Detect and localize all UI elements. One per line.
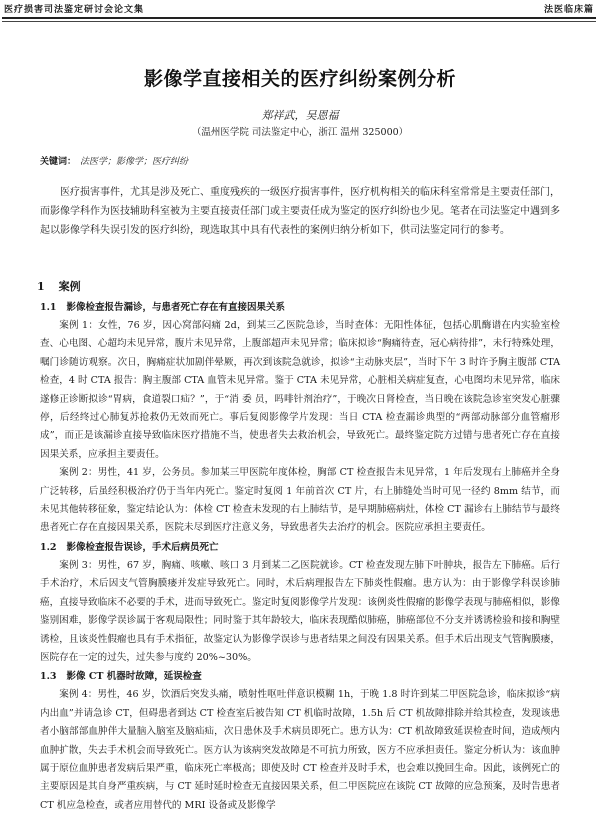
subsection-heading-1-3 [40, 667, 560, 686]
article-affiliation: （温州医学院 司法鉴定中心，浙江 温州 325000） [191, 127, 409, 138]
section-number: 1 [37, 280, 45, 293]
case-paragraph-3: 案例 3：男性，67 岁，胸痛、咳嗽、咳口 3 月到某二乙医院就诊。CT 检查发现左肺下叶肿块，报告左下肺癌。后行手术治疗，术后因支气管胸膜瘘并发症导致死亡。同时，术后病理报告左下肺炎性假瘤。患方认为：由于影像学科误诊肺癌，直接导致临床不必要的手术，进而导致死亡。鉴定时复阅影像学片发现：该例炎性假瘤的影像学表现与肺癌相似，影像鉴别困难，影像学误诊属于客观局限性；同时鉴于其年龄较大，临床表现酷似肺癌，肺癌部位不分支并诱诱检验和接和胸壁诱检，且该炎性假瘤也具有手术指征，故鉴定认为影像学误诊与患者结果之间没有因果关系。但手术后出现支气管胸膜瘘，医院存在一定的过失，过失参与度约 20%~30%。 [40, 559, 560, 663]
keywords-text: 法医学；影像学；医疗纠纷 [80, 157, 189, 167]
header-left: 医疗损害司法鉴定研讨会论文集 [4, 5, 145, 15]
subsection-title: 影像检查报告漏诊，与患者死亡存在有直接因果关系 [66, 302, 286, 313]
keywords-label: 关键词： [40, 157, 77, 167]
article-title: 影像学直接相关的医疗纠纷案例分析 [143, 68, 456, 90]
section-title: 案例 [58, 280, 81, 293]
header-right: 法医临床篇 [543, 5, 594, 15]
keywords-line [40, 154, 188, 167]
section-heading [37, 278, 95, 294]
abstract-paragraph: 医疗损害事件，尤其是涉及死亡、重度残疾的一级医疗损害事件，医疗机构相关的临床科室常常是主要责任部门，而影像学科作为医技辅助科室被为主要直接责任部门或主要责任成为鉴定的医疗纠纷也少见。笔者在司法鉴定中遇到多起以影像学科失误引发的医疗纠纷，现选取其中具有代表性的案例归纳分析如下，供司法鉴定同行的参考。 [40, 187, 560, 236]
subsection-heading-1-1 [40, 298, 560, 317]
subsection-title: 影像检查报告误诊，手术后病员死亡 [66, 541, 219, 553]
article-body [40, 298, 560, 815]
subsection-title: 影像 CT 机器时故障，延误检查 [66, 671, 202, 683]
subsection-heading-1-2 [40, 538, 560, 557]
case-paragraph-1: 案例 1：女性，76 岁，因心窝部闷痛 2d，到某三乙医院急诊，当时查体：无阳性体征，包括心肌酶谱在内实验室检查、心电图、心超均未见异常，腹片未见异常，上腹部超声未见异常；临床拟诊“胸痛待查，冠心病待排”，未行特殊处理，嘱门诊随访观察。次日，胸痛症状加剧伴晕厥，再次到该院急就诊，拟诊“主动脉夹层”，当时下午 3 时许予胸主腹部 CTA 检查，4 时 CTA 报告：胸主腹部 CTA 血管未见异常。鉴于 CTA 未见异常，心脏相关病症复查，心电图均未见异常，临床遂修正诊断拟诊“胃病，食道裂口疝？”，于“消 委 员，吗啡针剂治疗”，于晚次日肾检查，当日晚在该院急诊室突发心脏骤停，后经终过心肺复苏抢救仍无效而死亡。事后复阅影像学片发现：当日 CTA 检查漏诊典型的“两部动脉部分血管瘤形成”，而正是该漏诊直接导致临床医疗措施不当，使患者失去救治机会，导致死亡。最终鉴定院方过错与患者死亡存在直接因果关系，应承担主要责任。 [40, 320, 560, 460]
subsection-number: 1.2 [40, 541, 57, 553]
case-paragraph-4: 案例 4：男性，46 岁，饮酒后突发头痛，喷射性呕吐伴意识模糊 1h，于晚 1.8 时许到某二甲医院急诊，临床拟诊“病内出血”并请急诊 CT，但碍患者到达 CT 检查室后被告知 CT 机临时故障，1.5h 后 CT 机故障排除并给其检查，发现该患者小脑部部血肿伴大量脑入脑室及脑疝疝，次日患休及手术病员即死亡。患方认为：CT 机故障致延误检查时间，造成颅内血肿扩散，失去手术机会而导致死亡。医方认为该病突发故障是不可抗力所致，医方不应承担责任。鉴定分析认为：该血肿属于原位血肿患者发病后果严重，临床死亡率极高；即使及时 CT 检查并及时手术，也会难以挽回生命。因此，该例死亡的主要原因是其自身严重疾病，与 CT 延时延时检查无直接因果关系，但二甲医院应在该院 CT 故障的应急预案，及时告患者 CT 机应急检查，或者应用替代的 MRI 设备或及影像学 [40, 689, 560, 811]
article-authors: 郑祥武，吴恩福 [261, 109, 339, 122]
header-rule-thick [2, 17, 596, 19]
subsection-number: 1.3 [40, 671, 57, 683]
running-header [4, 2, 594, 16]
case-paragraph-2: 案例 2：男性，41 岁，公务员。参加某三甲医院年度体检，胸部 CT 检查报告未见异常，1 年后发现右上肺癌并全身广泛转移，后虽经积极治疗仍于当年内死亡。鉴定时复阅 1 年前首次 CT 片，右上肺缝处当时可见一径约 8mm 结节，而未见其他转移征象，鉴定结论认为：体检 CT 检查未发现的右上肺结节，是早期肺癌病灶，体检 CT 漏诊右上肺结节与最终患者死亡存在直接因果关系，医院未尽到医疗注意义务，导致患者失去治疗的机会。医院应承担主要责任。 [40, 467, 560, 534]
header-rule-thin [2, 21, 596, 22]
subsection-number: 1.1 [40, 302, 57, 313]
